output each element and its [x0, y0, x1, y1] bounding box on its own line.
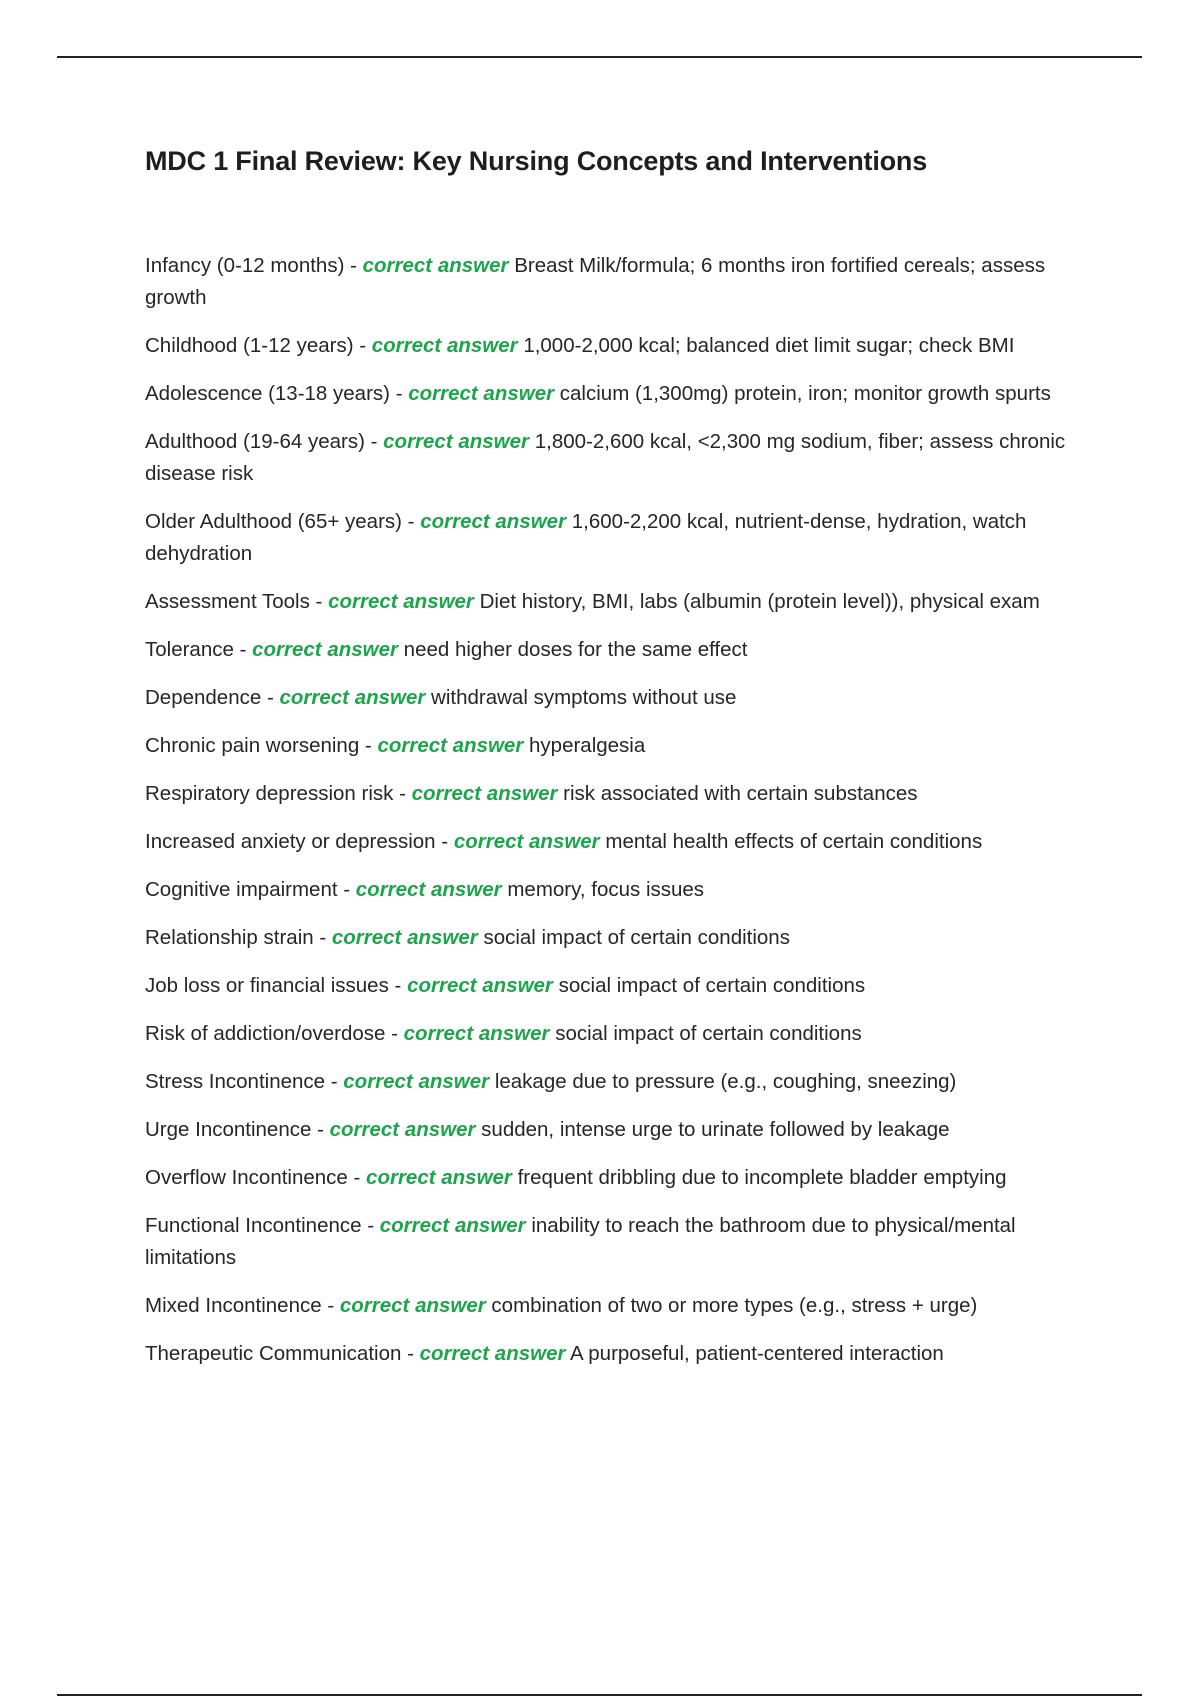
entry-answer: risk associated with certain substances [563, 782, 918, 805]
entry-separator: - [393, 782, 412, 805]
entry-term: Increased anxiety or depression [145, 830, 436, 853]
entry-separator: - [347, 1166, 367, 1189]
list-item [145, 778, 1095, 810]
correct-answer-label: correct answer [377, 734, 524, 757]
entry-term: Adolescence (13-18 years) [145, 382, 390, 405]
entry-term: Adulthood (19-64 years) [145, 430, 365, 453]
entry-separator: - [311, 1118, 330, 1141]
entry-answer: Breast Milk/formula; 6 months iron fortified cereals; assess growth [145, 254, 1046, 309]
correct-answer-label: correct answer [453, 830, 600, 853]
list-item [145, 1338, 1095, 1370]
list-item [145, 1210, 1095, 1274]
correct-answer-label: correct answer [420, 510, 567, 533]
entry-answer: inability to reach the bathroom due to physical/mental limitations [145, 1214, 1016, 1269]
list-item [145, 378, 1095, 410]
entry-term: Older Adulthood (65+ years) [145, 510, 402, 533]
entry-separator: - [390, 382, 409, 405]
entry-term: Urge Incontinence [145, 1118, 312, 1141]
entry-answer: 1,800-2,600 kcal, <2,300 mg sodium, fiber; assess chronic disease risk [145, 430, 1066, 485]
entry-answer: sudden, intense urge to urinate followed by leakage [481, 1118, 950, 1141]
entry-separator: - [337, 878, 356, 901]
correct-answer-label: correct answer [329, 1118, 476, 1141]
list-item [145, 874, 1095, 906]
list-item [145, 506, 1095, 570]
entry-answer: Diet history, BMI, labs (albumin (protein level)), physical exam [479, 590, 1040, 613]
entry-term: Infancy (0-12 months) [145, 254, 345, 277]
entry-separator: - [361, 1214, 380, 1237]
header-rule [57, 56, 1142, 58]
entry-answer: social impact of certain conditions [483, 926, 790, 949]
entry-answer: calcium (1,300mg) protein, iron; monitor growth spurts [559, 382, 1051, 405]
list-item [145, 730, 1095, 762]
list-item [145, 826, 1095, 858]
list-item [145, 1114, 1095, 1146]
correct-answer-label: correct answer [362, 254, 509, 277]
correct-answer-label: correct answer [403, 1022, 550, 1045]
correct-answer-label: correct answer [331, 926, 478, 949]
entry-separator: - [435, 830, 454, 853]
correct-answer-label: correct answer [343, 1070, 490, 1093]
entry-separator: - [401, 510, 421, 533]
entry-term: Mixed Incontinence [145, 1294, 322, 1317]
entry-answer: A purposeful, patient-centered interaction [570, 1342, 944, 1365]
entry-term: Dependence [145, 686, 262, 709]
correct-answer-label: correct answer [328, 590, 474, 613]
list-item [145, 426, 1095, 490]
entry-separator: - [309, 590, 329, 613]
entry-term: Childhood (1-12 years) [145, 334, 354, 357]
list-item [145, 330, 1095, 362]
entry-separator: - [359, 734, 378, 757]
entry-separator: - [401, 1342, 420, 1365]
list-item [145, 1290, 1095, 1322]
entry-separator: - [325, 1070, 344, 1093]
entry-answer: frequent dribbling due to incomplete bladder emptying [517, 1166, 1007, 1189]
list-item [145, 1162, 1095, 1194]
entry-term: Cognitive impairment [145, 878, 338, 901]
entry-separator: - [233, 638, 253, 661]
correct-answer-label: correct answer [252, 638, 398, 661]
correct-answer-label: correct answer [366, 1166, 512, 1189]
entry-separator: - [344, 254, 363, 277]
entry-answer: 1,600-2,200 kcal, nutrient-dense, hydration, watch dehydration [145, 510, 1027, 565]
entry-answer: mental health effects of certain conditions [605, 830, 983, 853]
entry-term: Therapeutic Communication [145, 1342, 402, 1365]
correct-answer-label: correct answer [383, 430, 530, 453]
entry-answer: 1,000-2,000 kcal; balanced diet limit sugar; check BMI [523, 334, 1015, 357]
entry-term: Functional Incontinence [145, 1214, 362, 1237]
entry-separator: - [388, 974, 408, 997]
list-item [145, 682, 1095, 714]
correct-answer-label: correct answer [279, 686, 426, 709]
list-item [145, 250, 1095, 314]
list-item [145, 1018, 1095, 1050]
entry-separator: - [353, 334, 372, 357]
entry-separator: - [364, 430, 384, 453]
entry-answer: social impact of certain conditions [555, 1022, 862, 1045]
entry-term: Assessment Tools [145, 590, 310, 613]
entry-answer: combination of two or more types (e.g., stress + urge) [491, 1294, 978, 1317]
correct-answer-label: correct answer [407, 974, 553, 997]
correct-answer-label: correct answer [355, 878, 502, 901]
list-item [145, 970, 1095, 1002]
entry-separator: - [313, 926, 332, 949]
page-title: MDC 1 Final Review: Key Nursing Concepts and Interventions [145, 146, 928, 176]
entry-term: Overflow Incontinence [145, 1166, 348, 1189]
entry-list [145, 250, 1095, 1386]
correct-answer-label: correct answer [411, 782, 558, 805]
list-item [145, 922, 1095, 954]
entry-term: Risk of addiction/overdose [145, 1022, 386, 1045]
list-item [145, 586, 1095, 618]
entry-separator: - [385, 1022, 404, 1045]
entry-answer: need higher doses for the same effect [403, 638, 748, 661]
entry-term: Job loss or financial issues [145, 974, 389, 997]
entry-separator: - [321, 1294, 340, 1317]
footer-rule [57, 1694, 1142, 1696]
entry-term: Stress Incontinence [145, 1070, 326, 1093]
correct-answer-label: correct answer [339, 1294, 486, 1317]
correct-answer-label: correct answer [379, 1214, 526, 1237]
entry-term: Respiratory depression risk [145, 782, 394, 805]
list-item [145, 634, 1095, 666]
entry-answer: withdrawal symptoms without use [431, 686, 737, 709]
correct-answer-label: correct answer [408, 382, 555, 405]
list-item [145, 1066, 1095, 1098]
entry-separator: - [261, 686, 280, 709]
entry-term: Chronic pain worsening [145, 734, 360, 757]
entry-answer: leakage due to pressure (e.g., coughing, sneezing) [494, 1070, 957, 1093]
correct-answer-label: correct answer [371, 334, 518, 357]
entry-term: Relationship strain [145, 926, 314, 949]
entry-answer: memory, focus issues [507, 878, 705, 901]
entry-term: Tolerance [145, 638, 234, 661]
entry-answer: hyperalgesia [529, 734, 646, 757]
correct-answer-label: correct answer [419, 1342, 566, 1365]
entry-answer: social impact of certain conditions [558, 974, 866, 997]
